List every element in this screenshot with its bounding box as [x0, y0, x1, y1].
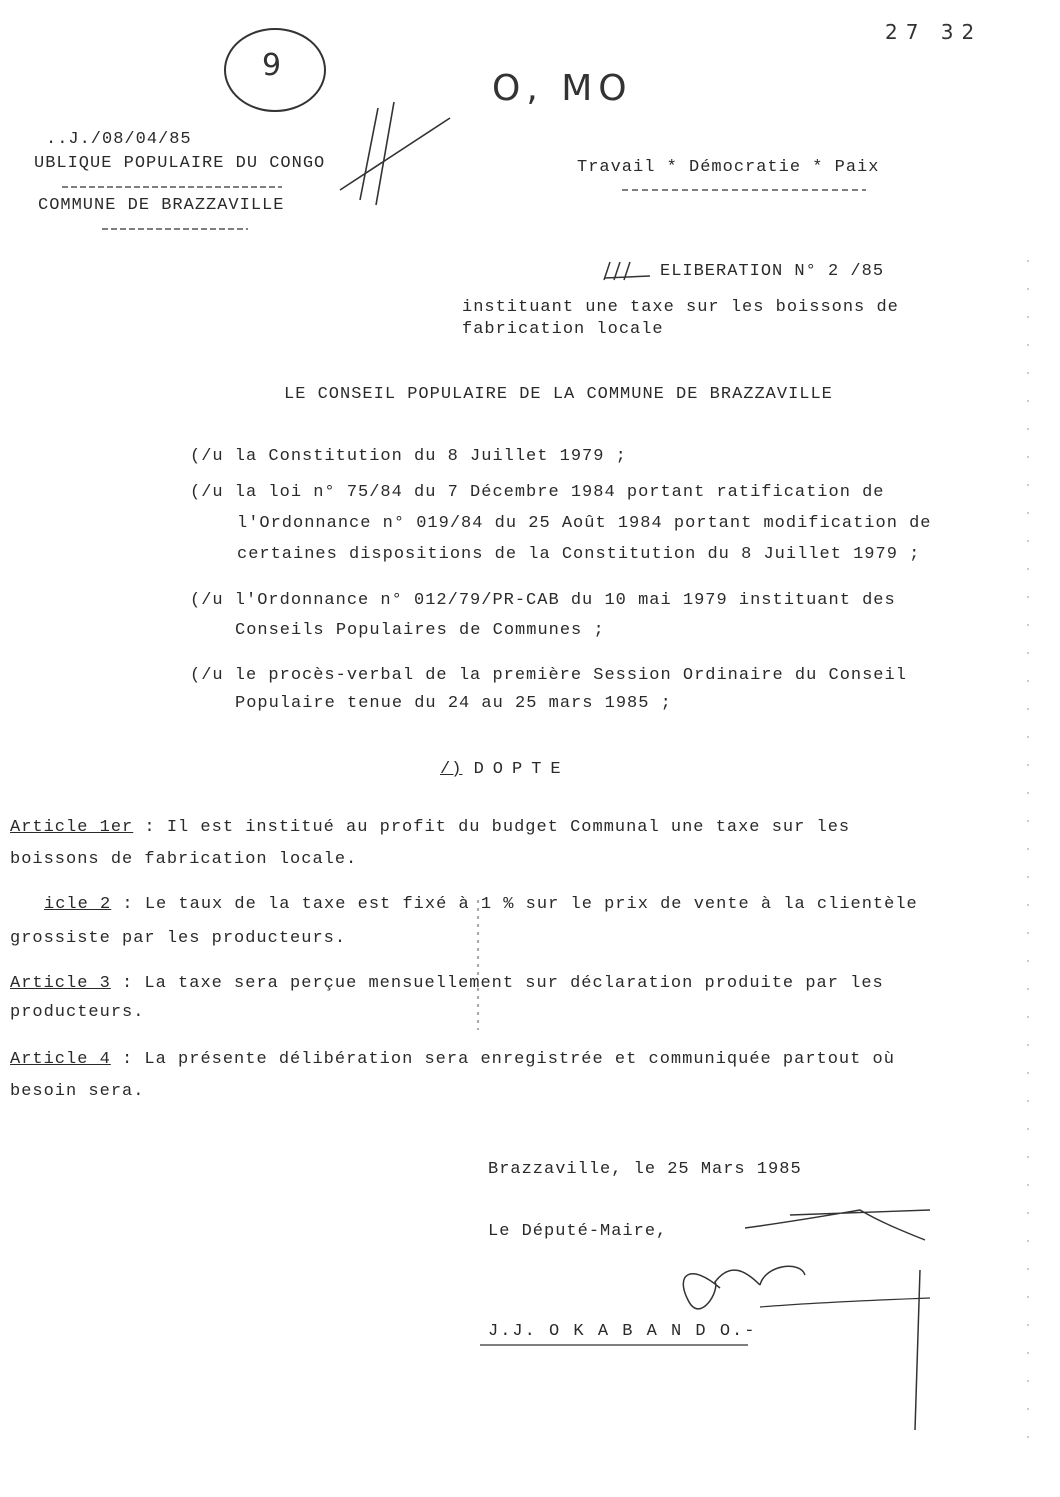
corner-handwritten-note: 27 32: [885, 20, 983, 44]
handwritten-note: O, MO: [492, 68, 633, 109]
article-4-text: : La présente délibération sera enregistrée et communiquée partout où: [110, 1050, 895, 1069]
adopte-heading: [440, 760, 570, 779]
article-1-label: Article 1er: [10, 818, 134, 837]
mayor-title: Le Député-Maire,: [488, 1222, 668, 1241]
consideration-4-line2: Populaire tenue du 24 au 25 mars 1985 ;: [235, 694, 672, 713]
article-1-text: : Il est institué au profit du budget Communal une taxe sur les: [133, 818, 851, 837]
consideration-2-line1: (/u la loi n° 75/84 du 7 Décembre 1984 portant ratification de: [190, 483, 885, 502]
consideration-4-line1: (/u le procès-verbal de la première Session Ordinaire du Conseil: [190, 666, 907, 685]
reference-number: ..J./08/04/85: [46, 130, 192, 149]
article-3-line2: producteurs.: [10, 1003, 145, 1022]
republic-name: UBLIQUE POPULAIRE DU CONGO: [34, 154, 326, 173]
council-title: LE CONSEIL POPULAIRE DE LA COMMUNE DE BRAZZAVILLE: [284, 385, 833, 404]
deliberation-subject-line1: instituant une taxe sur les boissons de: [462, 298, 899, 317]
article-2-text: : Le taux de la taxe est fixé à 1 % sur le prix de vente à la clientèle: [111, 895, 918, 914]
consideration-1-line1: (/u la Constitution du 8 Juillet 1979 ;: [190, 447, 627, 466]
circled-page-number: 9: [262, 48, 283, 83]
deliberation-subject-line2: fabrication locale: [462, 320, 664, 339]
article-4-line2: besoin sera.: [10, 1082, 145, 1101]
signature-flourish: [683, 1266, 920, 1430]
deliberation-number: ELIBERATION N° 2 /85: [660, 262, 885, 281]
consideration-2-line3: certaines dispositions de la Constitution du 8 Juillet 1979 ;: [237, 545, 921, 564]
national-motto: Travail * Démocratie * Paix: [577, 158, 880, 177]
article-3-label: Article 3: [10, 974, 111, 993]
article-1-line1: [10, 818, 850, 837]
signatory-name: J.J. O K A B A N D O.-: [488, 1322, 757, 1341]
article-3-text: : La taxe sera perçue mensuellement sur déclaration produite par les: [110, 974, 884, 993]
consideration-3-line2: Conseils Populaires de Communes ;: [235, 621, 605, 640]
article-2-line2: grossiste par les producteurs.: [10, 929, 347, 948]
article-4-line1: [10, 1050, 895, 1069]
article-1-line2: boissons de fabrication locale.: [10, 850, 358, 869]
signature-top-scribble: [745, 1210, 930, 1240]
commune-name: COMMUNE DE BRAZZAVILLE: [38, 196, 285, 215]
adopte-prefix: /): [440, 760, 463, 779]
signature-tail: [760, 1298, 930, 1307]
consideration-3-line1: (/u l'Ordonnance n° 012/79/PR-CAB du 10 mai 1979 instituant des: [190, 591, 896, 610]
article-2-line1: [44, 895, 918, 914]
slash-marks: [340, 102, 450, 205]
consideration-2-line2: l'Ordonnance n° 019/84 du 25 Août 1984 portant modification de: [237, 514, 932, 533]
place-and-date: Brazzaville, le 25 Mars 1985: [488, 1160, 802, 1179]
article-2-label: icle 2: [44, 895, 112, 914]
deliberation-mark: [604, 262, 650, 280]
article-4-label: Article 4: [10, 1050, 111, 1069]
article-3-line1: [10, 974, 884, 993]
adopte-word: DOPTE: [473, 760, 570, 779]
